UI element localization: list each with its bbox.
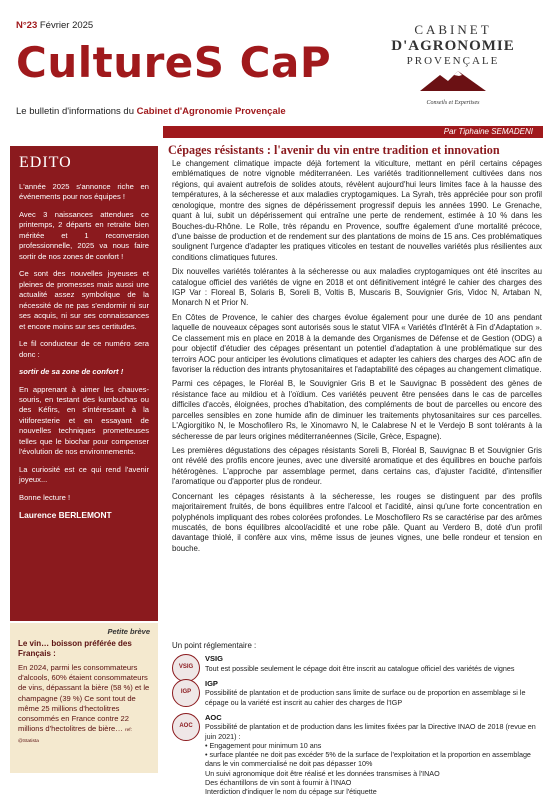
regulation-item-vsig [172, 654, 542, 673]
issue-info [16, 20, 93, 31]
aoc-badge-icon: AOC [172, 713, 200, 741]
newsletter-subtitle [16, 106, 286, 117]
regulation-item-text: Tout est possible seulement le cépage doit être inscrit au catalogue officiel des variétés de vignes [205, 663, 515, 673]
article-paragraph: En Côtes de Provence, le cahier des charges évolue également pour une durée de 10 ans pendant laquelle de nouveaux cépages sont autorisés sous le statut VIFA « Variétés d'Intérêt à Fin d'Adaptation ». Ce classement mis en place en 2018 à la demande des Organismes de Défense et de Gestion (ODG) a pour objectif d'étudier des cépages présentant un potentiel d'adaptation à une problématique sur des terroirs AOC pour anticiper les évolutions climatiques et adapter les cahiers des charges des AOC afin de favoriser la réduction des intrants phytosanitaires et l'adaptabilité des cépages au changement climatique. [172, 312, 542, 375]
breve-body: En 2024, parmi les consommateurs d'alcools, 60% étaient consommateurs de vins, dépassant la bière (58 %) et le champagne (39 %) Ce sont tout de même 25 millions d'hectolitres consommés en France contre 22 millions d'hectolitres de bière… [18, 662, 150, 734]
issue-date: Février 2025 [39, 20, 94, 31]
article-body [172, 159, 542, 558]
edito-theme: sortir de sa zone de confort ! [19, 367, 124, 377]
article-title: Cépages résistants : l'avenir du vin entre tradition et innovation [168, 143, 500, 157]
igp-badge-icon: IGP [172, 679, 200, 707]
regulation-item-name: AOC [205, 712, 222, 722]
brand-tagline: Conseils et Expertises [426, 100, 480, 106]
byline-bar [163, 126, 543, 138]
regulation-intro: Un point réglementaire : [172, 641, 257, 650]
breve-tag: Petite brève [107, 627, 150, 636]
subtitle-org: Cabinet d'Agronomie Provençale [136, 106, 286, 117]
edito-paragraph: L'année 2025 s'annonce riche en événements pour nos équipes ! [19, 182, 149, 202]
regulation-item-line: • surface plantée ne doit pas excéder 5% de la surface de l'exploitation et la proportion en assemblage dans le vin commercialisé ne doit pas dépasser 10% [205, 750, 531, 769]
brand-line-3: PROVENÇALE [406, 55, 500, 67]
breve-source: ref: @Statista [18, 728, 132, 744]
mountain-icon [418, 67, 488, 93]
breve-text [18, 663, 150, 745]
regulation-item-line: Interdiction d'indiquer le nom du cépage sur l'étiquette [205, 786, 377, 796]
brand-line-1: CABINET [414, 22, 492, 37]
subtitle-prefix: Le bulletin d'informations du [16, 106, 137, 117]
regulation-item-line: • Engagement pour minimum 10 ans [205, 740, 322, 750]
edito-paragraph: La curiosité est ce qui rend l'avenir joyeux... [19, 464, 149, 485]
article-paragraph: Le changement climatique impacte déjà fortement la viticulture, mettant en péril certains cépages emblématiques de notre vignoble méditerranéen. Les variétés traditionnellement cultivées dans nos régions, qui avaient autrefois de solides atouts, révèlent aujourd'hui leurs limites face à la hausse des températures, à la sécheresse et aux maladies cryptogamiques. La Syrah, très appréciée pour son profil œnologique, montre des signes de dépérissement progressif depuis les années 1990. Le Grenache, quant à lui, subit un dépérissement qui entraîne une perte de rendement, estimée à 10 % dans les Bouches-du-Rhône. Le Rolle, très répandu en Provence, souffre également d'une mortalité précoce, d'une baisse de production et de rendement sur des plantations de moins de 15 ans. Ces problématiques soulignent l'urgence d'adapter les pratiques viticoles en testant de nouvelles variétés plus résilientes aux conditions climatiques futures. [172, 159, 542, 262]
regulation-item-aoc [172, 713, 542, 796]
edito-heading: EDITO [19, 154, 72, 171]
edito-signature: Laurence BERLEMONT [19, 510, 112, 521]
article-byline: Par Tiphaine SEMADENI [443, 127, 533, 136]
regulation-item-igp [172, 679, 542, 707]
petite-breve-box [10, 623, 158, 773]
edito-paragraph: Ce sont des nouvelles joyeuses et pleines de promesses mais aussi une actualité assez symbolique de la nécessité de ne pas s'endormir ni sur ses acquis, ni sur ses connaissances et encore moins sur ses certitudes. [19, 269, 149, 331]
regulation-item-name: VSIG [205, 654, 223, 663]
newsletter-title: CultureS CaP [16, 38, 332, 87]
issue-number: N°23 [16, 20, 38, 31]
regulation-item-line: Possibilité de plantation et de production dans les limites fixées par la Directive INAO de 2018 (revue en juin 2021) : [205, 722, 536, 741]
breve-title: Le vin… boisson préférée des Français : [18, 639, 132, 659]
edito-paragraph: Le fil conducteur de ce numéro sera donc : [19, 339, 149, 359]
brand-line-2: D'AGRONOMIE [391, 38, 515, 54]
edito-paragraph: Bonne lecture ! [19, 492, 71, 502]
brand-logo [378, 22, 528, 106]
edito-paragraph: En apprenant à aimer les chauves-souris, en testant des kumbuchas ou des Kéfirs, en s'intéressant à la vitiforesterie et en essayant de nouvelles techniques prometteuses telles que le biochar pour compenser l'évolution de nos environnements. [19, 384, 149, 457]
article-paragraph: Concernant les cépages résistants à la sécheresse, les rouges se distinguent par des profils majoritairement fruités, de bons équilibres entre l'alcool et l'acidité, ainsi qu'une forte concentration en polyphénols impliquant des robes colorées profondes. Le Moschofilero Rs se caractérise par des arômes muscatés, de bons équilibres alcool/acidité et une robe pâle. Quant au Verdero B, doté d'un profil davantage thiolé, il confère aux vins, même issus de jeunes vignes, une belle rondeur et tension en bouche. [172, 491, 542, 553]
article-paragraph: Parmi ces cépages, le Floréal B, le Souvignier Gris B et le Sauvignac B possèdent des gènes de résistance face au mildiou et à l'oïdium. Ces variétés peuvent être pensées dans le cas de parcelles difficiles d'accès, éloignées, proches d'habitation, des compléments de bout de parcelles ou encore des parcelles sensibles en zone humide afin de diminuer les traitements phytosanitaires sur ces parcelles. L'Agiorgitiko N, le Moschofilero Rs, le Xinomavro N, le Calabrese N et le Verdejo B sont tolérants à la sécheresse de par leurs origines méditerranéennes (Sicile, Grèce, Espagne). [172, 379, 542, 441]
edito-sidebar [10, 146, 158, 621]
regulation-item-line: Des échantillons de vin sont à fournir à l'INAO [205, 777, 352, 787]
article-paragraph: Les premières dégustations des cépages résistants Soreli B, Floréal B, Sauvignac B et Souvignier Gris ont révélé des profils encore jeunes, avec une diversité aromatique et des équilibres en bouche parfois hétérogènes. L'approche par assemblage permet, dans certains cas, d'ajuster l'acidité, d'intensifier l'aromatique ou d'apporter plus de rondeur. [172, 445, 542, 487]
article-paragraph: Dix nouvelles variétés tolérantes à la sécheresse ou aux maladies cryptogamiques ont été inscrites au catalogue officiel des variétés de vigne en 2018 et ont définitivement intégré le cahier des charges des IGP Var : Floreal B, Solaris B, Soreli B, Voltis B, Muscaris B, Souvignier Gris, Vidoc N, Artaban N, Monarch N et Prior N. [172, 267, 542, 308]
regulation-item-name: IGP [205, 678, 218, 688]
vsig-badge-icon: VSIG [172, 654, 200, 682]
edito-paragraph: Avec 3 naissances attendues ce printemps, 2 départs en retraite bien méritée et 1 reconversion professionnelle, 2025 va nous faire sortir de nos zones de confort ! [19, 209, 149, 261]
regulation-item-line: Un suivi agronomique doit être réalisé et les données transmises à l'INAO [205, 768, 440, 778]
regulation-section [172, 641, 542, 802]
regulation-item-text: Possibilité de plantation et de production sans limite de surface ou de proportion en assemblage si le cépage ou la variété est inscrit au cahier des charges de l'IGP [205, 688, 526, 707]
